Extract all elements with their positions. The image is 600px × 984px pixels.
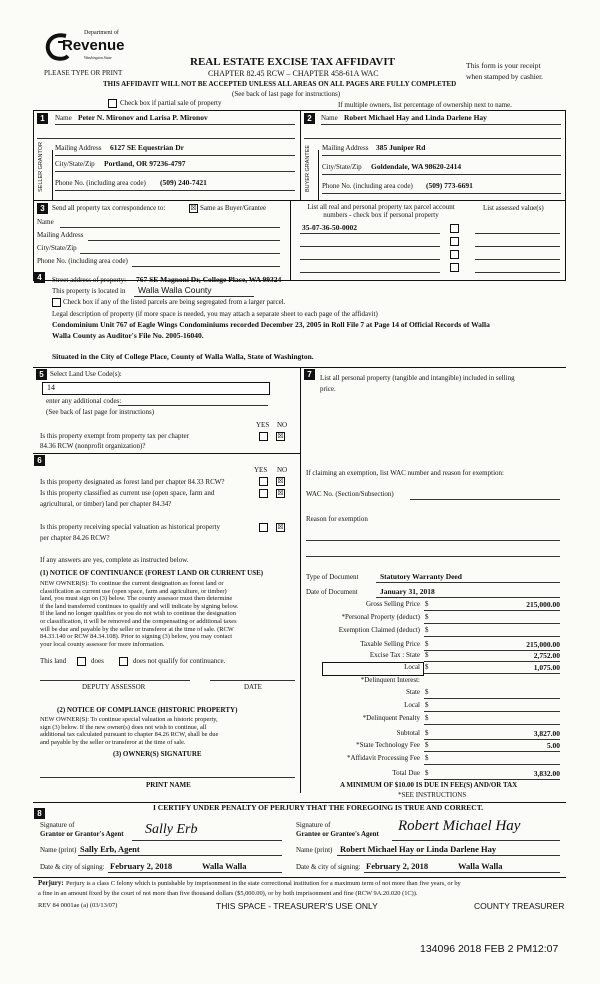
tax-row-label: Total Due: [392, 769, 420, 777]
tax-row-label: Taxable Selling Price: [360, 640, 420, 648]
section-8-number: 8: [34, 808, 45, 819]
tax-row-dollar: $: [425, 613, 429, 621]
legal-description-line2: Walla County as Auditor's File No. 2005-16040.: [52, 331, 204, 340]
local-tax-box: [322, 662, 424, 676]
forest-yes-checkbox[interactable]: [259, 477, 268, 486]
buyer-city-value: Goldendale, WA 98620-2414: [371, 162, 462, 171]
located-county: Walla Walla County: [138, 285, 212, 295]
tax-row-dollar: $: [425, 640, 429, 648]
perjury-text-line2: a fine in an amount fixed by the court of not more than five thousand dollars ($5,000.00), or by both imprisonment and fine (RCW 9A.20.020 (1C)).: [38, 890, 418, 897]
grantee-date-value: February 2, 2018: [366, 861, 429, 871]
exempt-question-line1: Is this property exempt from property tax per chapter: [40, 432, 189, 440]
buyer-phone-value: (509) 773-6691: [426, 181, 473, 190]
not-accepted-notice: THIS AFFIDAVIT WILL NOT BE ACCEPTED UNLESS ALL AREAS ON ALL PAGES ARE FULLY COMPLETED: [103, 80, 457, 88]
deputy-assessor-label: DEPUTY ASSESSOR: [82, 683, 146, 691]
historical-question-line2: per chapter 84.26 RCW?: [40, 534, 110, 542]
notice1-line: if the land transferred continues to qualify and will indicate by signing below.: [40, 602, 239, 610]
tax-row-label: *State Technology Fee: [356, 741, 420, 749]
owner-signature-label: (3) OWNER(S) SIGNATURE: [113, 750, 202, 758]
segregated-label: Check box if any of the listed parcels are being segregated from a larger parcel.: [63, 298, 286, 306]
reason-label: Reason for exemption: [306, 515, 368, 523]
notice2-body: [40, 716, 295, 746]
deputy-date-label: DATE: [244, 683, 262, 691]
buyer-addr-value: 385 Juniper Rd: [376, 143, 426, 152]
forest-no-checkbox[interactable]: ☒: [277, 477, 284, 485]
notice2-line: and payable by the seller or transferor at the time of sale.: [40, 738, 186, 746]
grantee-name-label: Name (print): [296, 846, 333, 854]
historical-yes-checkbox[interactable]: [259, 523, 268, 532]
parcel-number: 35-07-36-50-0002: [302, 223, 357, 232]
perjury-text-line1: Perjury is a class C felony which is punishable by imprisonment in the state correctional institution for a maximum term of not more than five years, or by: [66, 880, 461, 887]
exempt-no-checkbox[interactable]: ☒: [277, 432, 284, 440]
land-does-checkbox[interactable]: [77, 657, 86, 666]
buyer-name-label: Name: [321, 114, 338, 122]
additional-codes-label: enter any additional codes:: [46, 397, 122, 405]
doc-type-value: Statutory Warranty Deed: [380, 572, 462, 581]
see-back-note: (See back of last page for instructions): [232, 90, 341, 98]
grantee-name-value: Robert Michael Hay or Linda Darlene Hay: [340, 844, 497, 854]
section-5-number: 5: [36, 369, 47, 380]
land-use-label: Select Land Use Code(s):: [50, 370, 122, 378]
revenue-logo: [44, 28, 134, 68]
street-address-label: Street address of property:: [52, 276, 127, 284]
parcel-personal-checkbox[interactable]: [450, 224, 459, 233]
same-as-buyer-checkbox[interactable]: ☒: [190, 204, 197, 212]
seller-side-label: SELLER GRANTOR: [38, 141, 44, 192]
partial-sale-checkbox[interactable]: [108, 99, 117, 108]
seller-name-label: Name: [55, 114, 72, 122]
s6-no-header: NO: [277, 466, 288, 474]
buyer-phone-label: Phone No. (including area code): [322, 182, 413, 190]
receipt-line2: when stamped by cashier.: [466, 72, 544, 81]
exemption-wac-label: If claiming an exemption, list WAC number and reason for exemption:: [306, 469, 504, 477]
notice1-line: your local county assessor for more information.: [40, 640, 165, 648]
parcel-list-header: List all real and personal property tax parcel account numbers - check box if personal property: [307, 203, 455, 219]
grantee-agent-label: Grantee or Grantee's Agent: [296, 830, 379, 838]
tax-row-dollar: $: [425, 729, 429, 737]
grantor-agent-label: Grantor or Grantor's Agent: [40, 830, 124, 838]
personal-property-line2: price.: [320, 385, 336, 393]
section-7-number: 7: [304, 369, 315, 380]
exempt-question-line2: 84.36 RCW (nonprofit organization)?: [40, 442, 146, 450]
tax-row-dollar: $: [425, 769, 429, 777]
land-does-label: does: [91, 657, 104, 665]
notice1-line: will be due and payable by the seller or transferor at the time of sale. (RCW: [40, 625, 234, 633]
rev-form-number: REV 84 0001ae (a) (03/13/07): [38, 902, 118, 909]
tax-row-label: Local: [404, 701, 420, 709]
seller-city-label: City/State/Zip: [55, 160, 95, 168]
buyer-name-value: Robert Michael Hay and Linda Darlene Hay: [344, 113, 487, 122]
section-3-number: 3: [37, 203, 48, 214]
notice1-body: [40, 580, 295, 648]
current-use-no-checkbox[interactable]: ☒: [277, 489, 284, 497]
buyer-side-label: BUYER GRANTEE: [305, 144, 311, 192]
land-use-see-back: (See back of last page for instructions): [46, 408, 155, 416]
grantee-signature: Robert Michael Hay: [398, 818, 521, 834]
grantor-name-value: Sally Erb, Agent: [80, 844, 140, 854]
tax-row-value: 3,832.00: [533, 769, 560, 778]
doc-type-label: Type of Document: [306, 573, 359, 581]
tax-row-dollar: $: [425, 754, 429, 762]
land-does-not-checkbox[interactable]: [119, 657, 128, 666]
grantee-city-value: Walla Walla: [458, 861, 503, 871]
legal-description-label: Legal description of property (if more space is needed, you may attach a separate sheet to each page of the affidavit): [52, 310, 378, 318]
perjury-label: Perjury:: [38, 879, 64, 887]
historical-question-line1: Is this property receiving special valuation as historical property: [40, 523, 221, 531]
tax-row-label: Subtotal: [396, 729, 420, 737]
parcel-personal-checkbox[interactable]: [450, 237, 459, 246]
minimum-fee-note: A MINIMUM OF $10.00 IS DUE IN FEE(S) AND/OR TAX: [340, 781, 518, 789]
buyer-city-label: City/State/Zip: [322, 163, 362, 171]
seller-phone-value: (509) 240-7421: [160, 178, 207, 187]
tax-row-dollar: $: [425, 651, 429, 659]
tax-row-label: Local: [404, 663, 420, 671]
certify-statement: I CERTIFY UNDER PENALTY OF PERJURY THAT THE FOREGOING IS TRUE AND CORRECT.: [153, 803, 484, 812]
tax-row-value: 2,752.00: [533, 651, 560, 660]
doc-date-label: Date of Document: [306, 588, 358, 596]
seller-addr-label: Mailing Address: [55, 144, 102, 152]
land-use-code-box[interactable]: [42, 382, 270, 395]
s3-mailing-label: Mailing Address: [37, 231, 84, 239]
segregated-checkbox[interactable]: [52, 298, 61, 307]
s3-city-label: City/State/Zip: [37, 244, 77, 252]
notice1-line: 84.33.140 or RCW 84.34.108). Prior to signing (3) below, you may contact: [40, 633, 233, 641]
tax-row-label: Gross Selling Price: [365, 600, 420, 608]
tax-row-value: 215,000.00: [526, 600, 560, 609]
if-yes-note: If any answers are yes, complete as instructed below.: [40, 556, 189, 564]
current-use-question-line2: agricultural, or timber) land per chapter 84.34?: [40, 500, 172, 508]
notice1-line: NEW OWNER(S): To continue the current designation as forest land or: [40, 580, 224, 587]
logo-sub: Washington State: [84, 55, 112, 60]
parcel-personal-checkbox[interactable]: [450, 263, 459, 272]
notice1-line: or classification, it will be removed and the compensating or additional taxes: [40, 617, 237, 625]
s5-no-header: NO: [277, 421, 288, 429]
s6-yes-header: YES: [254, 466, 268, 474]
current-use-question-line1: Is this property classified as current use (open space, farm and: [40, 489, 215, 497]
same-as-buyer-label: Same as Buyer/Grantee: [200, 204, 267, 212]
doc-date-value: January 31, 2018: [380, 587, 435, 596]
send-correspondence-label: Send all property tax correspondence to:: [52, 204, 166, 212]
personal-property-line1: List all personal property (tangible and intangible) included in selling: [320, 374, 515, 382]
grantee-date-label: Date & city of signing:: [296, 863, 361, 871]
tax-row-dollar: $: [425, 701, 429, 709]
seller-addr-value: 6127 SE Equestrian Dr: [110, 143, 184, 152]
grantor-date-label: Date & city of signing:: [40, 863, 105, 871]
receipt-line1: This form is your receipt: [466, 61, 541, 70]
recording-stamp: 134096 2018 FEB 2 PM12:07: [420, 943, 559, 955]
tax-row-dollar: $: [425, 663, 429, 671]
tax-row-dollar: $: [425, 626, 429, 634]
notice2-line: sign (3) below. If the new owner(s) does not wish to continue, all: [40, 723, 207, 731]
form-title: REAL ESTATE EXCISE TAX AFFIDAVIT: [190, 56, 395, 68]
tax-row-label: Exemption Claimed (deduct): [338, 626, 420, 634]
notice2-title: (2) NOTICE OF COMPLIANCE (HISTORIC PROPERTY): [57, 706, 238, 714]
tax-row-label: *Affidavit Processing Fee: [347, 754, 420, 762]
forest-question: Is this property designated as forest land per chapter 84.33 RCW?: [40, 478, 225, 486]
street-address-value: 767 SE Magnoni Dr, College Place, WA 99324: [136, 275, 282, 284]
tax-row-label: *Delinquent Interest:: [360, 676, 420, 684]
tax-row-label: Excise Tax : State: [369, 651, 420, 659]
wac-number-label: WAC No. (Section/Subsection): [306, 490, 394, 498]
tax-row-value: 215,000.00: [526, 640, 560, 649]
grantor-city-value: Walla Walla: [202, 861, 247, 871]
notice1-line: land, you must sign on (3) below. The county assessor must then determine: [40, 595, 233, 603]
multiple-owners-note: If multiple owners, list percentage of ownership next to name.: [338, 101, 512, 109]
land-use-code-value: 14: [47, 383, 55, 392]
notice2-line: NEW OWNER(S): To continue special valuation as historic property,: [40, 716, 218, 723]
tax-row-label: *Delinquent Penalty: [362, 714, 420, 722]
located-label: This property is located in: [52, 287, 126, 295]
legal-description-line1: Condominium Unit 767 of Eagle Wings Condominiums recorded December 23, 2005 in Roll File 7 at Page 14 of Official Records of Walla: [52, 320, 490, 329]
exempt-yes-checkbox[interactable]: [259, 432, 268, 441]
notice1-line: classification as current use (open space, farm and agriculture, or timber): [40, 587, 227, 595]
notice1-line: If the land no longer qualifies or you do not wish to continue the designation: [40, 610, 236, 618]
section-6-number: 6: [34, 455, 45, 466]
see-instructions-note: *SEE INSTRUCTIONS: [398, 791, 467, 799]
tax-row-label: *Personal Property (deduct): [341, 613, 420, 621]
land-does-not-label: does not qualify for continuance.: [133, 657, 226, 665]
historical-no-checkbox[interactable]: ☒: [277, 523, 284, 531]
tax-row-dollar: $: [425, 741, 429, 749]
grantee-sig-label: Signature of: [296, 821, 331, 829]
seller-phone-label: Phone No. (including area code): [55, 179, 146, 187]
seller-name-value: Peter N. Mironov and Larisa P. Mironov: [78, 113, 208, 122]
tax-row-value: 1,075.00: [533, 663, 560, 672]
tax-row-label: State: [406, 688, 420, 696]
section-2-number: 2: [304, 113, 315, 124]
notice1-title: (1) NOTICE OF CONTINUANCE (FOREST LAND OR CURRENT USE): [40, 569, 264, 577]
seller-city-value: Portland, OR 97236-4797: [104, 159, 186, 168]
grantor-signature: Sally Erb: [145, 822, 198, 837]
grantor-name-label: Name (print): [40, 846, 77, 854]
buyer-addr-label: Mailing Address: [322, 144, 369, 152]
logo-dept: Department of: [84, 30, 119, 36]
partial-sale-label: Check box if partial sale of property: [120, 99, 222, 107]
s3-name-label: Name: [37, 218, 54, 226]
tax-row-dollar: $: [425, 714, 429, 722]
grantor-sig-label: Signature of: [40, 821, 75, 829]
grantor-date-value: February 2, 2018: [110, 861, 173, 871]
please-type: PLEASE TYPE OR PRINT: [44, 69, 123, 77]
section-1-number: 1: [37, 113, 48, 124]
form-chapter: CHAPTER 82.45 RCW – CHAPTER 458-61A WAC: [208, 69, 379, 78]
section-4-number: 4: [34, 272, 45, 283]
assessed-value-header: List assessed value(s): [483, 204, 544, 212]
tax-row-dollar: $: [425, 688, 429, 696]
print-name-label: PRINT NAME: [146, 781, 191, 789]
this-land-label: This land: [40, 657, 67, 665]
county-treasurer-label: COUNTY TREASURER: [474, 901, 565, 911]
tax-row-value: 5.00: [546, 741, 560, 750]
treasurer-space-label: THIS SPACE - TREASURER'S USE ONLY: [216, 901, 378, 911]
current-use-yes-checkbox[interactable]: [259, 489, 268, 498]
tax-row-value: 3,827.00: [533, 729, 560, 738]
parcel-personal-checkbox[interactable]: [450, 250, 459, 259]
s3-phone-label: Phone No. (including area code): [37, 257, 128, 265]
situated-line: Situated in the City of College Place, County of Walla Walla, State of Washington.: [52, 352, 314, 361]
tax-row-dollar: $: [425, 600, 429, 608]
logo-text: Revenue: [62, 37, 125, 54]
s5-yes-header: YES: [256, 421, 270, 429]
notice2-line: additional tax calculated pursuant to chapter 84.26 RCW, shall be due: [40, 731, 219, 739]
